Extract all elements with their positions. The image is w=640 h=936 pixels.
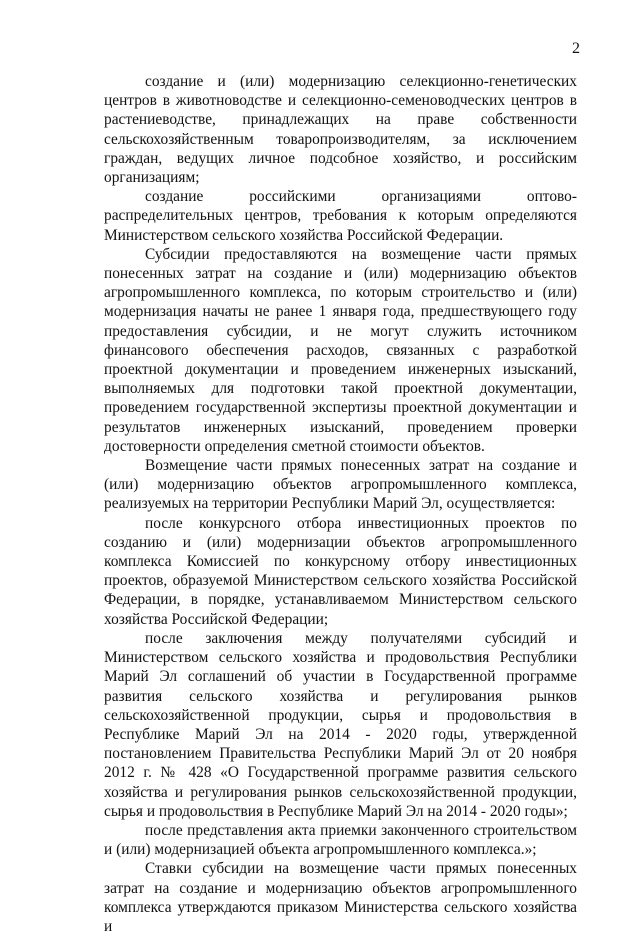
paragraph: после конкурсного отбора инвестиционных проектов по созданию и (или) модернизации объектов агропромышленного комплекса Комиссией по конкурсному отбору инвестиционных проектов, образуемой Министерством сельского хозяйства Российской Федерации, в порядке, устанавливаемом Министерством сельского хозяйства Российской Федерации; xyxy=(104,514,577,628)
paragraph: после представления акта приемки законченного строительством и (или) модернизацией объекта агропромышленного комплекса.»; xyxy=(104,821,577,859)
document-body xyxy=(104,72,577,936)
paragraph: создание российскими организациями оптово-распределительных центров, требования к которым определяются Министерством сельского хозяйства Российской Федерации. xyxy=(104,188,577,244)
paragraph: создание и (или) модернизацию селекционно-генетических центров в животноводстве и селекционно-семеноводческих центров в растениеводстве, принадлежащих на праве собственности сельскохозяйственным товаропроизводителям, за исключением граждан, ведущих личное подсобное хозяйство, и российским организациям; xyxy=(104,73,577,187)
paragraph: Возмещение части прямых понесенных затрат на создание и (или) модернизацию объектов агропромышленного комплекса, реализуемых на территории Республики Марий Эл, осуществляется: xyxy=(104,457,577,513)
paragraph: Ставки субсидии на возмещение части прямых понесенных затрат на создание и модернизацию объектов агропромышленного комплекса утверждаются приказом Министерства сельского хозяйства и xyxy=(104,860,577,935)
paragraph: после заключения между получателями субсидий и Министерством сельского хозяйства и продовольствия Республики Марий Эл соглашений об участии в Государственной программе развития сельского хозяйства и регулирования рынков сельскохозяйственной продукции, сырья и продовольствия в Республике Марий Эл на 2014 - 2020 годы, утвержденной постановлением Правительства Республики Марий Эл от 20 ноября 2012 г. № 428 «О Государственной программе развития сельского хозяйства и регулирования рынков сельскохозяйственной продукции, сырья и продовольствия в Республике Марий Эл на 2014 - 2020 годы»; xyxy=(104,629,577,820)
page-number: 2 xyxy=(572,40,580,57)
paragraph: Субсидии предоставляются на возмещение части прямых понесенных затрат на создание и (или) модернизацию объектов агропромышленного комплекса, по которым строительство и (или) модернизация начаты не ранее 1 января года, предшествующего году предоставления субсидии, и не могут служить источником финансового обеспечения расходов, связанных с разработкой проектной документации и проведением инженерных изысканий, выполняемых для подготовки такой проектной документации, проведением государственной экспертизы проектной документации и результатов инженерных изысканий, проведением проверки достоверности определения сметной стоимости объектов. xyxy=(104,245,577,455)
